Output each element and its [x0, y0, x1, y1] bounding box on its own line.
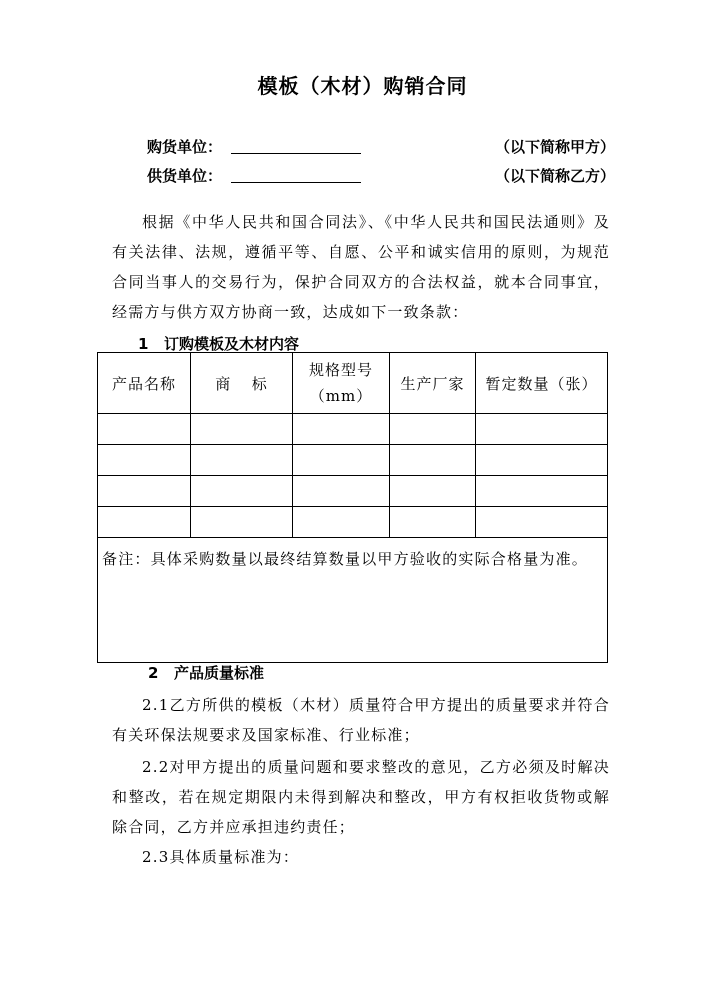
section-1-title: 订购模板及木材内容: [164, 335, 300, 353]
cell-brand[interactable]: [191, 507, 293, 538]
cell-brand[interactable]: [191, 445, 293, 476]
cell-spec[interactable]: [293, 445, 390, 476]
cell-spec[interactable]: [293, 414, 390, 445]
remark-cell: 备注：具体采购数量以最终结算数量以甲方验收的实际合格量为准。: [98, 538, 608, 663]
table-row: [98, 445, 608, 476]
header-product-name: 产品名称: [98, 353, 191, 414]
section-2-number: 2: [148, 664, 159, 682]
cell-manufacturer[interactable]: [390, 507, 476, 538]
section-2-heading: [148, 662, 264, 683]
cell-quantity[interactable]: [476, 445, 608, 476]
preamble-paragraph: 根据《中华人民共和国合同法》、《中华人民共和国民法通则》及有关法律、法规，遵循平等、自愿、公平和诚实信用的原则，为规范合同当事人的交易行为，保护合同双方的合法权益，就本合同事宜，经需方与供方双方协商一致，达成如下一致条款：: [112, 213, 610, 321]
header-spec: [293, 353, 390, 414]
order-table: [97, 352, 608, 663]
clause-2-1: 2.1乙方所供的模板（木材）质量符合甲方提出的质量要求并符合有关环保法规要求及国家标准、行业标准；: [112, 696, 610, 744]
cell-quantity[interactable]: [476, 414, 608, 445]
cell-manufacturer[interactable]: [390, 445, 476, 476]
supplier-alias: （以下简称乙方）: [494, 167, 615, 185]
section-2-title: 产品质量标准: [174, 664, 265, 682]
header-manufacturer: 生产厂家: [390, 353, 476, 414]
table-row: [98, 476, 608, 507]
table-row: [98, 414, 608, 445]
cell-manufacturer[interactable]: [390, 476, 476, 507]
section-1-heading: [138, 333, 299, 354]
header-spec-line1: 规格型号: [308, 361, 373, 379]
document-title: 模板（木材）购销合同: [257, 74, 468, 98]
remark-row: [98, 538, 608, 663]
cell-spec[interactable]: [293, 476, 390, 507]
supplier-label: 供货单位：: [147, 167, 223, 185]
cell-product-name[interactable]: [98, 507, 191, 538]
header-quantity: 暂定数量（张）: [476, 353, 608, 414]
buyer-label: 购货单位：: [147, 138, 223, 156]
cell-product-name[interactable]: [98, 476, 191, 507]
header-brand: [191, 353, 293, 414]
cell-quantity[interactable]: [476, 507, 608, 538]
section-1-number: 1: [138, 335, 149, 353]
clause-2-3: 2.3具体质量标准为：: [142, 848, 300, 866]
cell-brand[interactable]: [191, 414, 293, 445]
supplier-blank-line[interactable]: [231, 182, 361, 183]
table-row: [98, 507, 608, 538]
cell-product-name[interactable]: [98, 445, 191, 476]
header-spec-line2: （mm）: [309, 387, 373, 405]
cell-quantity[interactable]: [476, 476, 608, 507]
header-brand-left: 商: [215, 374, 232, 393]
table-header-row: [98, 353, 608, 414]
clause-2-2: 2.2对甲方提出的质量问题和要求整改的意见，乙方必须及时解决和整改，若在规定期限内未得到解决和整改，甲方有权拒收货物或解除合同，乙方并应承担违约责任；: [112, 758, 610, 836]
supplier-row: [147, 165, 615, 189]
cell-spec[interactable]: [293, 507, 390, 538]
header-brand-right: 标: [251, 374, 268, 393]
buyer-blank-line[interactable]: [231, 153, 361, 154]
buyer-row: [147, 136, 615, 160]
buyer-alias: （以下简称甲方）: [494, 138, 615, 156]
cell-manufacturer[interactable]: [390, 414, 476, 445]
cell-product-name[interactable]: [98, 414, 191, 445]
cell-brand[interactable]: [191, 476, 293, 507]
